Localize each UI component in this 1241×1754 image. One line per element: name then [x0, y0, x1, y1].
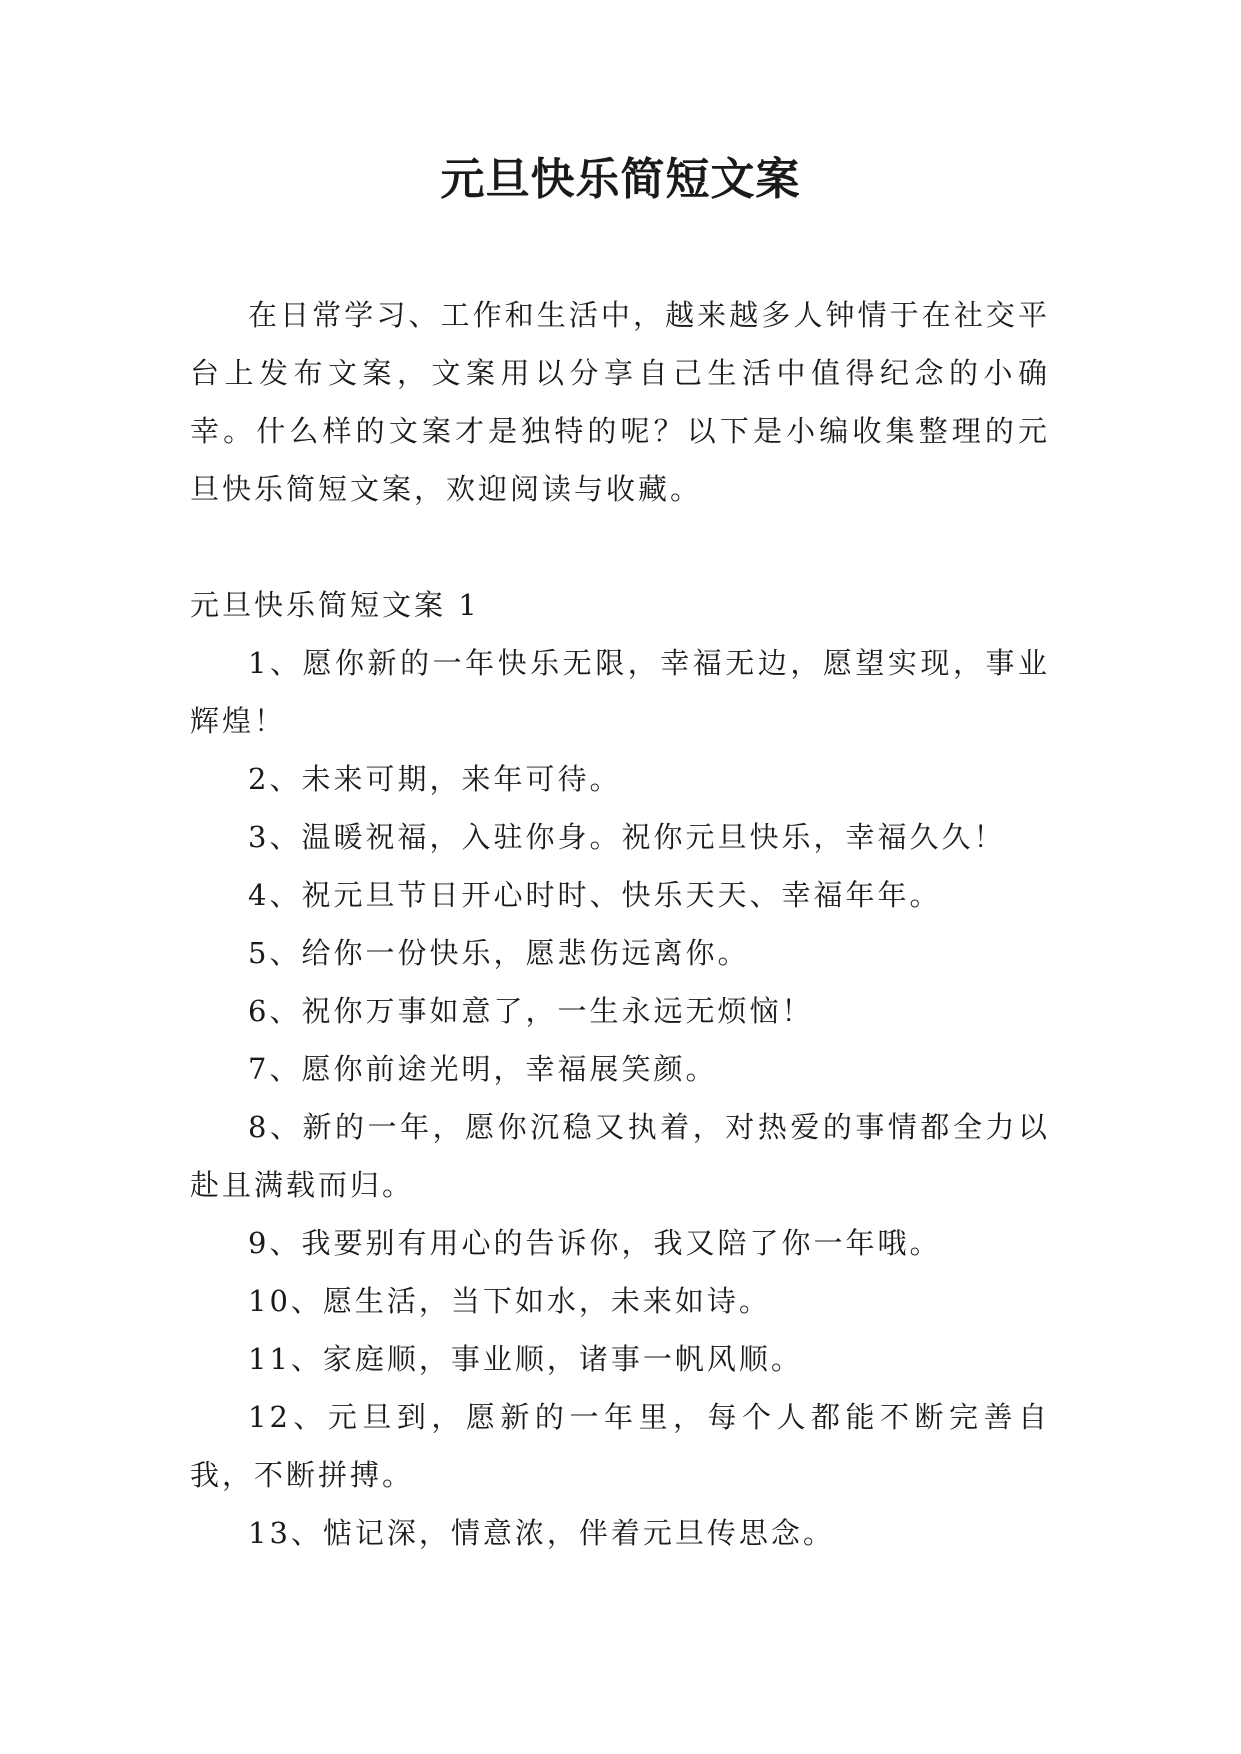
list-item: 12、元旦到，愿新的一年里，每个人都能不断完善自我，不断拼搏。	[190, 1400, 1050, 1492]
list-item: 3、温暖祝福，入驻你身。祝你元旦快乐，幸福久久！	[248, 820, 1006, 854]
list-item: 2、未来可期，来年可待。	[248, 762, 622, 796]
document-body	[190, 286, 1050, 1562]
list-item: 9、我要别有用心的告诉你，我又陪了你一年哦。	[248, 1226, 942, 1260]
list-item: 4、祝元旦节日开心时时、快乐天天、幸福年年。	[248, 878, 942, 912]
list-item: 8、新的一年，愿你沉稳又执着，对热爱的事情都全力以赴且满载而归。	[190, 1110, 1050, 1202]
intro-paragraph: 在日常学习、工作和生活中，越来越多人钟情于在社交平台上发布文案，文案用以分享自己生活中值得纪念的小确幸。什么样的文案才是独特的呢？以下是小编收集整理的元旦快乐简短文案，欢迎阅读与收藏。	[190, 298, 1050, 506]
list-item: 5、给你一份快乐，愿悲伤远离你。	[248, 936, 750, 970]
list-item: 13、惦记深，情意浓，伴着元旦传思念。	[248, 1516, 835, 1550]
list-item: 6、祝你万事如意了，一生永远无烦恼！	[248, 994, 814, 1028]
section-heading: 元旦快乐简短文案 1	[190, 588, 480, 622]
document-title: 元旦快乐简短文案	[440, 154, 801, 205]
list-item: 11、家庭顺，事业顺，诸事一帆风顺。	[248, 1342, 803, 1376]
list-item: 10、愿生活，当下如水，未来如诗。	[248, 1284, 771, 1318]
list-item: 7、愿你前途光明，幸福展笑颜。	[248, 1052, 718, 1086]
list-item: 1、愿你新的一年快乐无限，幸福无边，愿望实现，事业辉煌！	[190, 646, 1050, 738]
